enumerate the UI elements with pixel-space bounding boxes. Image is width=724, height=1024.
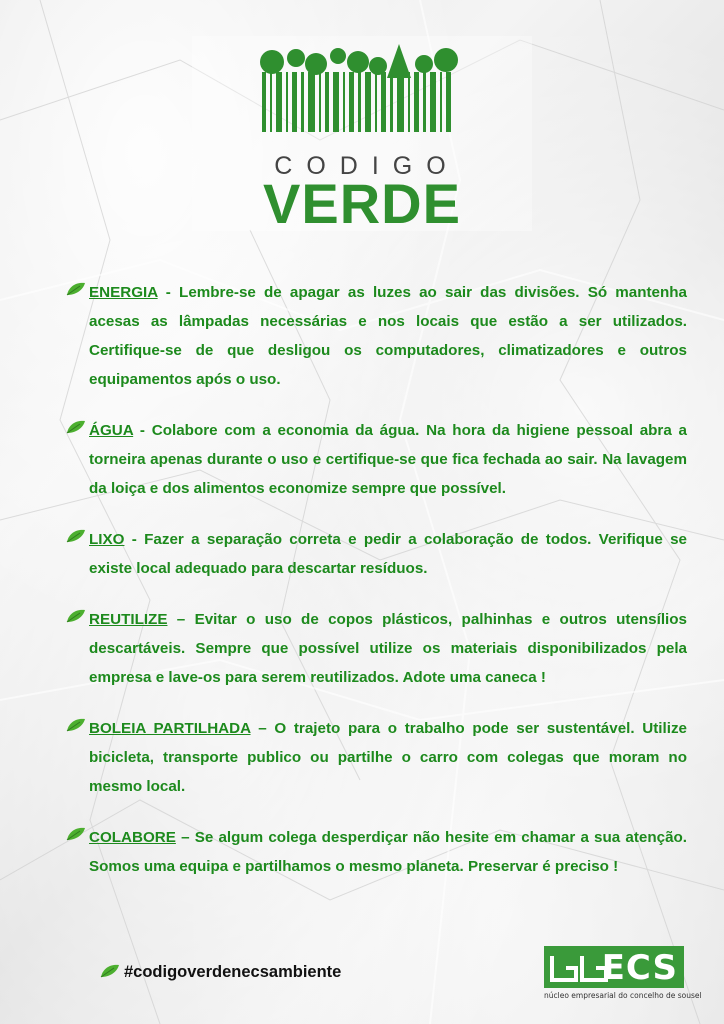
tip-text <box>89 416 687 503</box>
tip-body: Se algum colega desperdiçar não hesite em chamar a sua atenção. Somos uma equipa e partilhamos o mesmo planeta. Preservar é preciso ! <box>89 829 688 875</box>
tip-text <box>89 525 687 583</box>
hashtag-text: #codigoverdenecsambiente <box>124 963 342 981</box>
tip-text <box>89 823 687 881</box>
leaf-icon <box>66 529 86 543</box>
tip-agua <box>89 416 687 503</box>
tip-title: ENERGIA <box>89 284 158 301</box>
ecs-mark-icon <box>550 954 608 982</box>
tip-title: BOLEIA PARTILHADA <box>89 720 251 737</box>
tip-text <box>89 278 687 394</box>
tip-separator: – <box>250 720 275 737</box>
tip-separator: - <box>124 531 145 548</box>
logo-line-verde: VERDE <box>263 172 461 235</box>
tip-colabore <box>89 823 687 881</box>
hashtag <box>100 963 341 982</box>
tip-reutilize <box>89 605 687 692</box>
tip-body: Fazer a separação correta e pedir a colaboração de todos. Verifique se existe local adequado para descartar resíduos. <box>89 531 687 577</box>
tip-title: REUTILIZE <box>89 611 168 628</box>
ecs-subtitle: núcleo empresarial do concelho de sousel <box>544 991 702 1000</box>
leaf-icon <box>66 827 86 841</box>
ecs-logo-text: ECS <box>601 948 678 988</box>
tip-lixo <box>89 525 687 583</box>
tip-separator: - <box>157 284 180 301</box>
ecs-logo <box>544 946 702 1002</box>
leaf-icon <box>66 609 86 623</box>
tip-energia <box>89 278 687 394</box>
tip-title: LIXO <box>89 531 125 548</box>
codigo-verde-logo <box>192 36 532 235</box>
leaf-icon <box>66 718 86 732</box>
tip-title: ÁGUA <box>89 422 134 439</box>
tip-text <box>89 714 687 801</box>
logo-line-codigo: CODIGO <box>274 152 460 180</box>
tip-body: Evitar o uso de copos plásticos, palhinhas e outros utensílios descartáveis. Sempre que possível utilize os materiais disponibilizados pela empresa e lave-os para serem reutilizados. Adote uma caneca ! <box>89 611 687 686</box>
tip-text <box>89 605 687 692</box>
leaf-icon <box>100 964 120 978</box>
tip-body: O trajeto para o trabalho pode ser sustentável. Utilize bicicleta, transporte publico ou partilhe o carro com colegas que moram no mesmo local. <box>89 720 687 795</box>
tree-barcode-icon <box>254 42 464 132</box>
tip-separator: - <box>133 422 152 439</box>
leaf-icon <box>66 420 86 434</box>
tip-separator: – <box>167 611 195 628</box>
tips-list <box>89 278 687 903</box>
tip-title: COLABORE <box>89 829 176 846</box>
tip-separator: – <box>175 829 195 846</box>
tip-body: Lembre-se de apagar as luzes ao sair das divisões. Só mantenha acesas as lâmpadas necessárias e nos locais que estão a ser utilizados. Certifique-se de que desligou os computadores, climatizadores e outros equipamentos após o uso. <box>89 284 687 388</box>
leaf-icon <box>66 282 86 296</box>
tip-boleia-partilhada <box>89 714 687 801</box>
tip-body: Colabore com a economia da água. Na hora da higiene pessoal abra a torneira apenas durante o uso e certifique-se que fica fechada ao sair. Na lavagem da loiça e dos alimentos economize sempre que possível. <box>89 422 688 497</box>
